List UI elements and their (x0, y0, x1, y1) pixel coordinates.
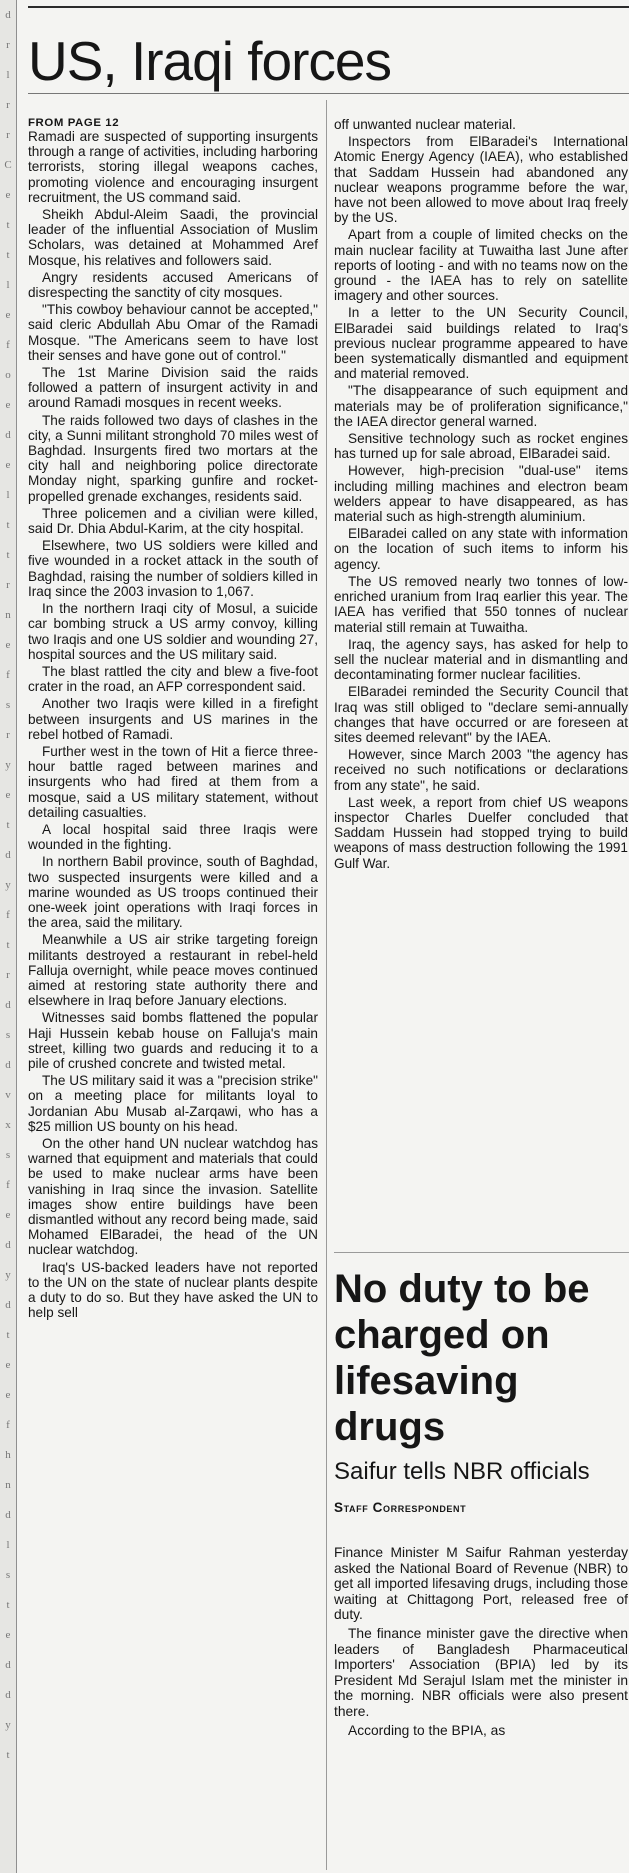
article-paragraph: Three policemen and a civilian were killed, said Dr. Dhia Abdul-Karim, at the city hospital. (28, 505, 318, 537)
article-paragraph: ElBaradei called on any state with information on the location of such items to inform his agency. (334, 526, 628, 572)
top-rule (28, 6, 629, 8)
article-paragraph: Iraq, the agency says, has asked for help to sell the nuclear material and in dismantling and decontaminating former nuclear facilities. (334, 636, 628, 683)
article-paragraph: Meanwhile a US air strike targeting foreign militants destroyed a restaurant in rebel-held Falluja overnight, while peace moves continued aimed at restoring state authority there and elsewhere in Iraq before January elections. (28, 932, 318, 1009)
article-paragraph: In northern Babil province, south of Baghdad, two suspected insurgents were killed and a marine wounded as US troops continued their one-week joint operations with Iraqi forces in the area, said the military. (28, 854, 318, 931)
article-paragraph: However, high-precision "dual-use" items including milling machines and electron beam welders appear to have disappeared, as has material such as high-strength aluminium. (334, 463, 628, 525)
article-paragraph: Angry residents accused Americans of disrespecting the sanctity of city mosques. (28, 269, 318, 301)
article-paragraph: In a letter to the UN Security Council, ElBaradei said buildings related to Iraq's previous nuclear programme appeared to have been systematically dismantled and equipment and material removed. (334, 305, 628, 382)
article-paragraph: According to the BPIA, as (348, 1722, 506, 1738)
article-paragraph: The finance minister gave the directive when leaders of Bangladesh Pharmaceutical Importers' Association (BPIA) led by its President Md Serajul Islam met the minister in the morning. NBR officials were also present there. (334, 1625, 628, 1719)
article-paragraph: "The disappearance of such equipment and materials may be of proliferation significance," the IAEA director general warned. (334, 383, 628, 429)
continuation-kicker: FROM PAGE 12 (28, 117, 120, 129)
article-paragraph: Elsewhere, two US soldiers were killed and five wounded in a rocket attack in the south of Baghdad, raising the number of soldiers killed in Iraq since the 2003 invasion to 1,067. (28, 538, 318, 599)
article-paragraph: Sheikh Abdul-Aleim Saadi, the provincial leader of the influential Association of Muslim Scholars, was detained at Mohammed Aref Mosque, his relatives and followers said. (28, 207, 318, 268)
column-divider (326, 100, 327, 1870)
article-separator-rule (334, 1252, 629, 1253)
article-paragraph: Last week, a report from chief US weapons inspector Charles Duelfer concluded that Saddam Hussein had stopped trying to build weapons of mass destruction following the 1991 Gulf War. (334, 794, 628, 871)
article-paragraph: The blast rattled the city and blew a five-foot crater in the road, an AFP correspondent said. (28, 663, 318, 695)
article-paragraph: Another two Iraqis were killed in a firefight between insurgents and US marines in the rebel hotbed of Ramadi. (28, 696, 318, 742)
article-paragraph: On the other hand UN nuclear watchdog has warned that equipment and materials that could be used to make nuclear arms have been vanishing in Iraq since the invasion. Satellite images show entire buildings have been dismantled without any record being made, said Mohamed ElBaradei, the head of the UN nuclear watchdog. (28, 1136, 318, 1258)
article-column-right (334, 117, 628, 873)
article-paragraph: A local hospital said three Iraqis were wounded in the fighting. (28, 821, 318, 853)
article2-body (334, 1545, 628, 1741)
article-paragraph: The 1st Marine Division said the raids followed a pattern of insurgent activity in and around Ramadi mosques in recent weeks. (28, 365, 318, 411)
article-paragraph: ElBaradei reminded the Security Council that Iraq was still obliged to "declare semi-annually changes that have occurred or are foreseen at sites deemed relevant" by the IAEA. (334, 684, 628, 745)
article2-subheading: Saifur tells NBR officials (334, 1458, 590, 1485)
article-column-left (28, 117, 318, 1322)
article-paragraph: The US military said it was a "precision strike" on a meeting place for militants loyal to Jordanian Abu Musab al-Zarqawi, who has a $25 million US bounty on his head. (28, 1073, 318, 1134)
article-paragraph: Iraq's US-backed leaders have not reported to the UN on the state of nuclear plants despite a duty to do so. But they have asked the UN to help sell (28, 1259, 318, 1321)
article-paragraph: The US removed nearly two tonnes of low-enriched uranium from Iraq earlier this year. The IAEA has verified that 550 tonnes of nuclear material still remain at Tuwaitha. (334, 573, 628, 635)
article-paragraph: In the northern Iraqi city of Mosul, a suicide car bombing struck a US army convoy, killing two Iraqis and one US soldier and wounding 27, hospital sources and the US military said. (28, 601, 318, 662)
article2-headline: No duty to be charged on lifesaving drugs (334, 1267, 590, 1449)
article-paragraph: Inspectors from ElBaradei's International Atomic Energy Agency (IAEA), who established that Saddam Hussein had abandoned any nuclear weapons programme before the war, have not been allowed to move about Iraq freely by the US. (334, 134, 628, 226)
article-paragraph: Sensitive technology such as rocket engines has turned up for sale abroad, ElBaradei said. (334, 431, 628, 462)
article-paragraph: Finance Minister M Saifur Rahman yesterday asked the National Board of Revenue (NBR) to get all imported lifesaving drugs, including those waiting at Chittagong Port, released free of duty. (334, 1545, 628, 1623)
article-paragraph: Ramadi are suspected of supporting insurgents through a range of activities, including harboring terrorists, storing illegal weapons caches, promoting violence and encouraging insurgent recruitment, the US command said. (28, 129, 318, 205)
article-paragraph: The raids followed two days of clashes in the city, a Sunni militant stronghold 70 miles west of Baghdad. Insurgents fired two mortars at the city hall and neighboring police directorate Monday night, sparking gunfire and rocket-propelled grenade exchanges, residents said. (28, 412, 318, 504)
article-paragraph: Witnesses said bombs flattened the popular Haji Hussein kebab house on Falluja's main street, killing two guards and reducing it to a pile of crushed concrete and twisted metal. (28, 1010, 318, 1071)
article-paragraph: Apart from a couple of limited checks on the main nuclear facility at Tuwaitha last June after reports of looting - and with no teams now on the ground - the IAEA has to rely on satellite imagery and other sources. (334, 227, 628, 304)
article-paragraph: "This cowboy behaviour cannot be accepted," said cleric Abdullah Abu Omar of the Ramadi Mosque. "The Americans seem to have lost their senses and have gone out of control." (28, 302, 318, 363)
headline-rule (28, 93, 629, 94)
article2-byline: Staff Correspondent (334, 1500, 467, 1515)
article-paragraph: However, since March 2003 "the agency has received no such notifications or declarations from any state", he said. (334, 747, 628, 793)
article-headline: US, Iraqi forces (28, 30, 392, 92)
article-paragraph: off unwanted nuclear material. (334, 117, 516, 132)
article-paragraph: Further west in the town of Hit a fierce three-hour battle raged between marines and insurgents who had fired at them from a mosque, said a US military statement, without detailing casualties. (28, 743, 318, 820)
adjacent-page-edge: d r l r r C e t t l e f o e d e l t t r n e f s r y e t d y f t r d s d v x s f e d y d t e e f h n d l s t e d d y t (0, 0, 17, 1873)
